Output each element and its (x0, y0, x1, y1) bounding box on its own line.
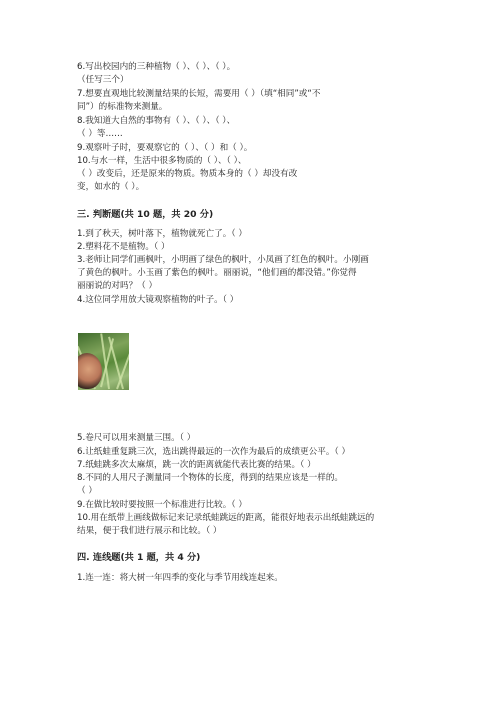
judge-q5: 5.卷尺可以用来测量三围。（ ） (77, 433, 196, 443)
judge-q8-line1: 8.不同的人用尺子测量同一个物体的长度，得到的结果应该是一样的。 (77, 473, 344, 483)
judge-q4: 4.这位同学用放大镜观察植物的叶子。（ ） (77, 295, 239, 305)
fill-q9-line: 9.观察叶子时，要观察它的（ ）、（ ）和（ ）。 (77, 143, 253, 153)
judge-q6: 6.让纸蛙重复跳三次，选出跳得最远的一次作为最后的成绩更公平。（ ） (77, 447, 351, 457)
fill-q10-line3: 变，如水的（ ）。 (77, 182, 145, 192)
fill-q8-line2: （ ）等…… (77, 129, 123, 139)
judge-q3-line1: 3.老师让同学们画枫叶，小明画了绿色的枫叶，小凤画了红色的枫叶。小刚画 (77, 255, 369, 265)
fill-q7-line1: 7.想要直观地比较测量结果的长短，需要用（ ）（填“相同”或“不 (77, 89, 321, 99)
judge-q1: 1.到了秋天，树叶落下，植物就死亡了。（ ） (77, 229, 247, 239)
fill-q8-line1: 8.我知道大自然的事物有（ ）、（ ）、（ ）、 (77, 116, 236, 126)
fill-q10-line1: 10.与水一样，生活中很多物质的（ ）、（ ）、 (77, 156, 247, 166)
magnifier-observation-photo (78, 333, 129, 390)
match-section-title: 四. 连线题(共 1 题，共 4 分) (77, 552, 201, 563)
judge-section-title: 三. 判断题(共 10 题，共 20 分) (77, 209, 214, 220)
judge-q10-line2: 结果，便于我们进行展示和比较。（ ） (77, 526, 222, 536)
fill-q10-line2: （ ）改变后，还是原来的物质。物质本身的（ ）却没有改 (77, 169, 298, 179)
judge-q7: 7.纸蛙跳多次太麻烦，跳一次的距离就能代表比赛的结果。（ ） (77, 460, 316, 470)
fill-q7-line2: 同”）的标准物来测量。 (77, 102, 168, 112)
judge-q3-line2: 了黄色的枫叶。小玉画了紫色的枫叶。丽丽说，“他们画的都没错。”你觉得 (77, 268, 357, 278)
judge-q10-line1: 10.用在纸带上画线做标记来记录纸蛙跳远的距离，能很好地表示出纸蛙跳远的 (77, 513, 375, 523)
judge-q3-line3: 丽丽说的对吗？（ ） (77, 281, 158, 291)
fill-q6-line1: 6.写出校园内的三种植物（ ）、（ ）、（ ）。 (77, 62, 236, 72)
judge-q9: 9.在做比较时要按照一个标准进行比较。（ ） (77, 500, 247, 510)
match-q1: 1.连一连：将大树一年四季的变化与季节用线连起来。 (77, 573, 283, 583)
fill-q6-line2: （任写三个） (77, 75, 129, 85)
judge-q8-line2: （ ） (77, 486, 97, 496)
judge-q2: 2.塑料花不是植物。（ ） (77, 242, 170, 252)
